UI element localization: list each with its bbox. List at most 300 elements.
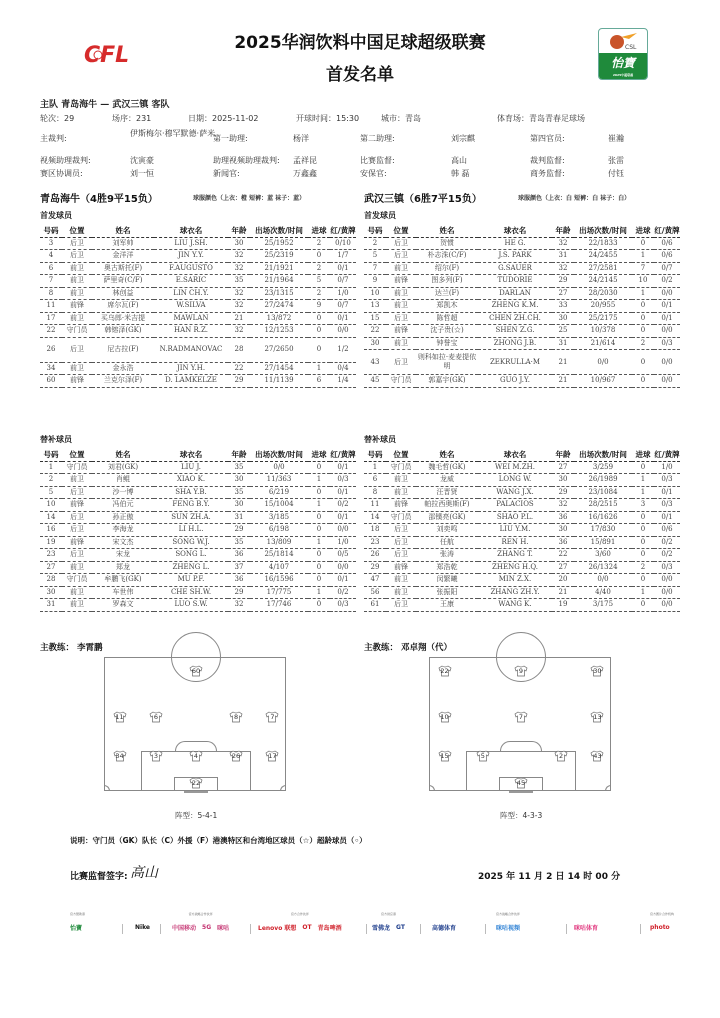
- table-cell: 后卫: [62, 524, 92, 537]
- table-cell: 0/2: [654, 536, 680, 549]
- away-formation-pitch: [429, 657, 611, 791]
- table-cell: 0/1: [654, 511, 680, 524]
- table-cell: 闵繁曦: [416, 574, 478, 587]
- table-cell: 守门员: [386, 511, 416, 524]
- away-subs-label: 替补球员: [364, 435, 396, 444]
- table-cell: 9: [308, 300, 330, 313]
- table-cell: LIN CH.Y.: [154, 287, 228, 300]
- table-cell: 0/0: [654, 375, 680, 388]
- table-cell: 16/1596: [250, 574, 308, 587]
- sponsor-logo: Lenovo 联想: [258, 924, 297, 932]
- table-cell: 22: [228, 362, 250, 375]
- table-cell: 22: [40, 325, 62, 338]
- column-header: 年龄: [552, 224, 574, 237]
- table-cell: 前锋: [386, 325, 416, 338]
- table-row: [364, 461, 680, 474]
- official-value: 韩 磊: [451, 169, 470, 178]
- table-cell: 35: [228, 536, 250, 549]
- player-shirt-number: 6: [153, 712, 159, 721]
- column-header: 年龄: [228, 224, 250, 237]
- table-cell: 0: [632, 237, 654, 250]
- table-cell: LIU Y.M.: [478, 524, 552, 537]
- table-cell: 李海龙: [92, 524, 154, 537]
- table-cell: REN H.: [478, 536, 552, 549]
- table-cell: SONG L.: [154, 549, 228, 562]
- table-cell: 28/2515: [574, 499, 632, 512]
- table-row: [364, 549, 680, 562]
- table-cell: 11/363: [250, 474, 308, 487]
- table-cell: 24/2145: [574, 275, 632, 288]
- table-cell: 守门员: [386, 375, 416, 388]
- official-label: 主裁判:: [40, 134, 67, 143]
- table-row: [364, 561, 680, 574]
- table-cell: 21/1964: [250, 275, 308, 288]
- table-row: [364, 499, 680, 512]
- table-row: [364, 250, 680, 263]
- player-shirt-icon: [189, 750, 203, 762]
- table-cell: 前卫: [62, 586, 92, 599]
- player-shirt-number: 8: [233, 712, 239, 721]
- official-label: 赛区协调员:: [40, 169, 83, 178]
- table-cell: 0/2: [654, 549, 680, 562]
- table-cell: 0/3: [330, 474, 356, 487]
- table-cell: 8: [40, 287, 62, 300]
- table-cell: 汪晋贤: [416, 486, 478, 499]
- table-cell: 0/1: [330, 511, 356, 524]
- table-cell: 0: [308, 461, 330, 474]
- table-cell: 17: [40, 312, 62, 325]
- table-row: [40, 599, 356, 612]
- table-cell: 45: [364, 375, 386, 388]
- table-cell: 21: [552, 375, 574, 388]
- table-row: [40, 486, 356, 499]
- table-cell: 29: [228, 586, 250, 599]
- official-label: 安保官:: [360, 169, 387, 178]
- table-row: [364, 287, 680, 300]
- player-shirt-number: 22: [440, 667, 449, 676]
- table-row: [40, 237, 356, 250]
- table-row: [364, 375, 680, 388]
- table-cell: 0/1: [330, 574, 356, 587]
- table-cell: 图多列(F): [416, 275, 478, 288]
- table-cell: MIN Z.X.: [478, 574, 552, 587]
- table-cell: 前卫: [386, 300, 416, 313]
- player-shirt-icon: [590, 750, 604, 762]
- table-cell: 21: [552, 350, 574, 375]
- table-cell: 金永浩: [92, 362, 154, 375]
- table-cell: 沈子贵(☆): [416, 325, 478, 338]
- table-cell: 0/6: [654, 250, 680, 263]
- table-cell: SUN ZH.A.: [154, 511, 228, 524]
- table-cell: 1: [308, 362, 330, 375]
- table-cell: 11: [364, 499, 386, 512]
- player-shirt-number: 17: [268, 751, 277, 760]
- table-cell: 郭嘉宇(GK): [416, 375, 478, 388]
- column-header: 红/黄牌: [654, 224, 680, 237]
- table-cell: 26: [364, 549, 386, 562]
- table-cell: 0: [308, 325, 330, 338]
- page-title: 2025华润饮料中国足球超级联赛: [234, 33, 486, 53]
- table-cell: 19: [40, 536, 62, 549]
- table-cell: 绍尔(F): [416, 262, 478, 275]
- table-cell: 前锋: [386, 275, 416, 288]
- table-cell: 后卫: [386, 237, 416, 250]
- table-cell: 7: [364, 262, 386, 275]
- table-cell: 14: [40, 511, 62, 524]
- away-formation: 阵型：4-3-3: [500, 811, 543, 820]
- table-row: [40, 250, 356, 263]
- table-cell: 43: [364, 350, 386, 375]
- table-cell: 刘军帅: [92, 237, 154, 250]
- player-shirt-icon: [149, 711, 163, 723]
- away-starters-table: [364, 224, 680, 388]
- table-cell: SHA Y.B.: [154, 486, 228, 499]
- player-shirt-number: 60: [191, 667, 201, 676]
- stadium: 体育场：青岛青春足球场: [497, 114, 585, 123]
- table-cell: 0: [632, 325, 654, 338]
- table-header-row: [364, 448, 680, 461]
- table-cell: 守门员: [62, 325, 92, 338]
- column-header: 位置: [62, 224, 92, 237]
- csl-logo-text: 怡寶: [610, 56, 635, 70]
- column-header: 位置: [62, 448, 92, 461]
- table-row: [364, 300, 680, 313]
- column-header: 球衣名: [154, 224, 228, 237]
- table-cell: 30: [40, 586, 62, 599]
- sponsor-group: [258, 912, 342, 934]
- table-row: [40, 275, 356, 288]
- table-cell: 则科如拉·麦麦提依明: [416, 350, 478, 375]
- table-cell: 22/1833: [574, 237, 632, 250]
- table-cell: 37: [228, 561, 250, 574]
- table-cell: 10: [632, 275, 654, 288]
- table-cell: 前锋: [386, 561, 416, 574]
- table-cell: 0/1: [330, 262, 356, 275]
- table-cell: 0/0: [330, 561, 356, 574]
- table-cell: 9: [364, 275, 386, 288]
- table-cell: 宋龙: [92, 549, 154, 562]
- table-cell: 前卫: [62, 312, 92, 325]
- column-header: 出场次数/时间: [574, 224, 632, 237]
- table-cell: 0/3: [654, 337, 680, 350]
- table-cell: 后卫: [62, 250, 92, 263]
- sponsor-caption: 官方合作伙伴: [290, 912, 309, 916]
- table-row: [364, 312, 680, 325]
- column-header: 进球: [308, 224, 330, 237]
- table-cell: 席尔瓦(F): [92, 300, 154, 313]
- player-shirt-icon: [265, 750, 279, 762]
- supervisor-signature: 高山: [130, 865, 158, 881]
- table-cell: 11: [40, 300, 62, 313]
- official-label: 第二助理:: [360, 134, 395, 143]
- official-label: 第四官员:: [530, 134, 565, 143]
- table-cell: HE G.: [478, 237, 552, 250]
- table-cell: 5: [364, 250, 386, 263]
- table-cell: HAN R.Z.: [154, 325, 228, 338]
- table-cell: 0: [308, 599, 330, 612]
- table-cell: 23: [364, 536, 386, 549]
- table-cell: 1/0: [330, 536, 356, 549]
- table-cell: 前卫: [62, 561, 92, 574]
- column-header: 进球: [632, 224, 654, 237]
- table-cell: 27: [552, 287, 574, 300]
- player-shirt-number: 2: [558, 751, 564, 760]
- table-cell: J.S. PARK: [478, 250, 552, 263]
- away-starters-label: 首发球员: [364, 211, 396, 220]
- table-cell: 买乌郎·米吉提: [92, 312, 154, 325]
- column-header: 出场次数/时间: [250, 224, 308, 237]
- sponsor-divider: [420, 924, 421, 934]
- player-shirt-icon: [590, 665, 604, 677]
- table-cell: 32: [228, 250, 250, 263]
- table-cell: 21: [552, 586, 574, 599]
- table-cell: 30: [228, 499, 250, 512]
- table-cell: 32: [228, 325, 250, 338]
- sponsor-logo: 咪咕视频: [496, 924, 521, 932]
- table-cell: 前卫: [386, 474, 416, 487]
- sponsor-caption: 官方赞助商: [70, 912, 86, 916]
- table-cell: 0/3: [654, 474, 680, 487]
- table-cell: 30: [552, 312, 574, 325]
- table-cell: 前卫: [62, 474, 92, 487]
- player-shirt-icon: [590, 711, 604, 723]
- table-cell: 6/219: [250, 486, 308, 499]
- table-row: [40, 511, 356, 524]
- table-cell: 车世伟: [92, 586, 154, 599]
- table-cell: 后卫: [62, 237, 92, 250]
- sponsor-caption: [432, 912, 456, 920]
- table-cell: 0: [632, 574, 654, 587]
- table-header-row: [40, 224, 356, 237]
- table-cell: CHE SH.W.: [154, 586, 228, 599]
- table-cell: 2: [632, 337, 654, 350]
- column-header: 姓名: [416, 448, 478, 461]
- column-header: 红/黄牌: [654, 448, 680, 461]
- table-cell: 兰克尔泽(F): [92, 375, 154, 388]
- table-header-row: [40, 448, 356, 461]
- table-cell: 0: [632, 549, 654, 562]
- table-cell: 56: [364, 586, 386, 599]
- table-cell: 35: [228, 275, 250, 288]
- official-value: 张雷: [608, 156, 624, 165]
- table-cell: ZHANG ZH.Y.: [478, 586, 552, 599]
- table-cell: 28: [228, 337, 250, 362]
- table-cell: 0: [308, 250, 330, 263]
- player-shirt-icon: [229, 750, 243, 762]
- column-header: 位置: [386, 448, 416, 461]
- table-cell: 0/0: [654, 325, 680, 338]
- table-row: [364, 237, 680, 250]
- table-header-row: [364, 224, 680, 237]
- table-cell: 33: [552, 300, 574, 313]
- table-cell: 肖鲲: [92, 474, 154, 487]
- table-cell: F.AUGUSTO: [154, 262, 228, 275]
- table-cell: 钟誉宝: [416, 337, 478, 350]
- sponsor-group: [135, 912, 150, 934]
- table-cell: 宋文杰: [92, 536, 154, 549]
- column-header: 红/黄牌: [330, 448, 356, 461]
- table-cell: 0/7: [654, 262, 680, 275]
- table-cell: 刘君(GK): [92, 461, 154, 474]
- table-row: [40, 312, 356, 325]
- table-cell: 8: [364, 486, 386, 499]
- table-cell: 前卫: [386, 574, 416, 587]
- table-cell: 18: [364, 524, 386, 537]
- table-row: [364, 524, 680, 537]
- sponsor-divider: [160, 924, 161, 934]
- home-formation: 阵型：5-4-1: [175, 811, 218, 820]
- table-cell: 后卫: [386, 536, 416, 549]
- table-cell: 32: [228, 287, 250, 300]
- table-row: [40, 474, 356, 487]
- table-cell: 0/4: [330, 362, 356, 375]
- table-row: [40, 375, 356, 388]
- column-header: 出场次数/时间: [574, 448, 632, 461]
- table-cell: 30: [552, 474, 574, 487]
- table-row: [364, 350, 680, 375]
- official-label: 新闻官:: [213, 169, 240, 178]
- table-cell: 守门员: [62, 574, 92, 587]
- table-cell: 35: [228, 461, 250, 474]
- table-cell: 0: [308, 312, 330, 325]
- player-shirt-number: 11: [115, 712, 124, 721]
- table-cell: CHEN ZH.CH.: [478, 312, 552, 325]
- table-cell: 7: [632, 262, 654, 275]
- table-row: [364, 574, 680, 587]
- player-shirt-icon: [189, 665, 203, 677]
- table-cell: 36: [552, 536, 574, 549]
- table-cell: 26: [40, 337, 62, 362]
- sign-datetime: 2025 年 11 月 2 日 14 时 00 分: [478, 872, 621, 882]
- table-cell: 3/185: [250, 511, 308, 524]
- home-coach: 主教练： 李霄鹏: [40, 643, 103, 653]
- table-cell: 0/1: [654, 486, 680, 499]
- sponsor-group: [650, 912, 674, 934]
- table-cell: 3/259: [574, 461, 632, 474]
- table-row: [364, 325, 680, 338]
- table-cell: 23: [40, 549, 62, 562]
- player-shirt-icon: [113, 711, 127, 723]
- player-shirt-number: 45: [516, 778, 526, 787]
- player-shirt-number: 7: [518, 712, 524, 721]
- column-header: 姓名: [92, 224, 154, 237]
- table-cell: 1/2: [330, 337, 356, 362]
- sponsor-logo: 青岛啤酒: [317, 924, 342, 932]
- sponsor-logo: 咪咕: [217, 924, 230, 932]
- away-team-name: 武汉三镇（6胜7平15负）: [364, 194, 482, 205]
- table-cell: 守门员: [386, 461, 416, 474]
- home-team-name: 青岛海牛（4胜9平15负）: [40, 194, 158, 205]
- official-label: 助理视频助理裁判:: [213, 156, 280, 165]
- table-cell: 25: [552, 325, 574, 338]
- table-cell: 罗森文: [92, 599, 154, 612]
- table-cell: 0/1: [654, 312, 680, 325]
- table-cell: 2: [632, 561, 654, 574]
- table-cell: 邵镤亮(GK): [416, 511, 478, 524]
- sponsor-logo: Nike: [135, 923, 150, 931]
- table-cell: 0/0: [574, 350, 632, 375]
- table-cell: 6: [308, 375, 330, 388]
- table-cell: 前卫: [62, 262, 92, 275]
- table-row: [364, 511, 680, 524]
- table-cell: SONG W.J.: [154, 536, 228, 549]
- table-cell: 前卫: [62, 275, 92, 288]
- table-cell: LI H.L.: [154, 524, 228, 537]
- table-cell: 4/40: [574, 586, 632, 599]
- table-cell: 1: [632, 486, 654, 499]
- table-cell: FENG B.Y.: [154, 499, 228, 512]
- table-cell: 27: [40, 561, 62, 574]
- player-shirt-icon: [438, 711, 452, 723]
- table-cell: 2: [308, 287, 330, 300]
- table-cell: 6: [40, 262, 62, 275]
- sponsor-group: [372, 912, 405, 934]
- table-cell: 贺惯: [416, 237, 478, 250]
- table-cell: ZEKRULLA·M: [478, 350, 552, 375]
- table-cell: 31: [40, 599, 62, 612]
- table-cell: 20: [552, 574, 574, 587]
- table-cell: ZHENG L.: [154, 561, 228, 574]
- table-cell: G.SAUER: [478, 262, 552, 275]
- table-cell: 11/1139: [250, 375, 308, 388]
- table-cell: 2: [364, 237, 386, 250]
- table-cell: 25/2175: [574, 312, 632, 325]
- table-cell: 16/1626: [574, 511, 632, 524]
- table-cell: 25/1952: [250, 237, 308, 250]
- table-cell: 15: [364, 312, 386, 325]
- table-cell: ZHONG J.B.: [478, 337, 552, 350]
- table-row: [40, 586, 356, 599]
- home-subs-label: 替补球员: [40, 435, 72, 444]
- table-cell: 14: [364, 511, 386, 524]
- table-cell: 0/1: [330, 312, 356, 325]
- table-row: [40, 499, 356, 512]
- table-cell: DARLAN: [478, 287, 552, 300]
- table-cell: 30: [228, 474, 250, 487]
- player-shirt-number: 9: [518, 667, 524, 676]
- table-cell: 任航: [416, 536, 478, 549]
- table-cell: 0: [308, 561, 330, 574]
- official-value: 刘宗麒: [451, 134, 475, 143]
- table-cell: 0/3: [654, 561, 680, 574]
- table-cell: 前卫: [386, 486, 416, 499]
- city: 城市：青岛: [381, 114, 421, 123]
- table-cell: LIU J.SH.: [154, 237, 228, 250]
- away-coach: 主教练： 邓卓翔（代）: [364, 643, 452, 653]
- table-cell: 龙威: [416, 474, 478, 487]
- column-header: 球衣名: [478, 448, 552, 461]
- table-cell: MU P.F.: [154, 574, 228, 587]
- table-cell: 36: [552, 511, 574, 524]
- table-cell: 后卫: [62, 549, 92, 562]
- table-cell: 17/775: [250, 586, 308, 599]
- table-cell: 0: [632, 511, 654, 524]
- column-header: 年龄: [228, 448, 250, 461]
- table-cell: 1: [632, 586, 654, 599]
- sponsor-group: [496, 912, 520, 934]
- table-cell: 32: [552, 262, 574, 275]
- svg-text:CSL: CSL: [625, 44, 637, 51]
- column-header: 进球: [308, 448, 330, 461]
- table-cell: 0: [308, 549, 330, 562]
- table-cell: 34: [40, 362, 62, 375]
- table-cell: 0: [632, 350, 654, 375]
- table-cell: LUO S.W.: [154, 599, 228, 612]
- table-cell: 0/2: [330, 586, 356, 599]
- table-cell: 前锋: [62, 499, 92, 512]
- table-cell: JIN Y.Y.: [154, 250, 228, 263]
- table-cell: 0: [308, 524, 330, 537]
